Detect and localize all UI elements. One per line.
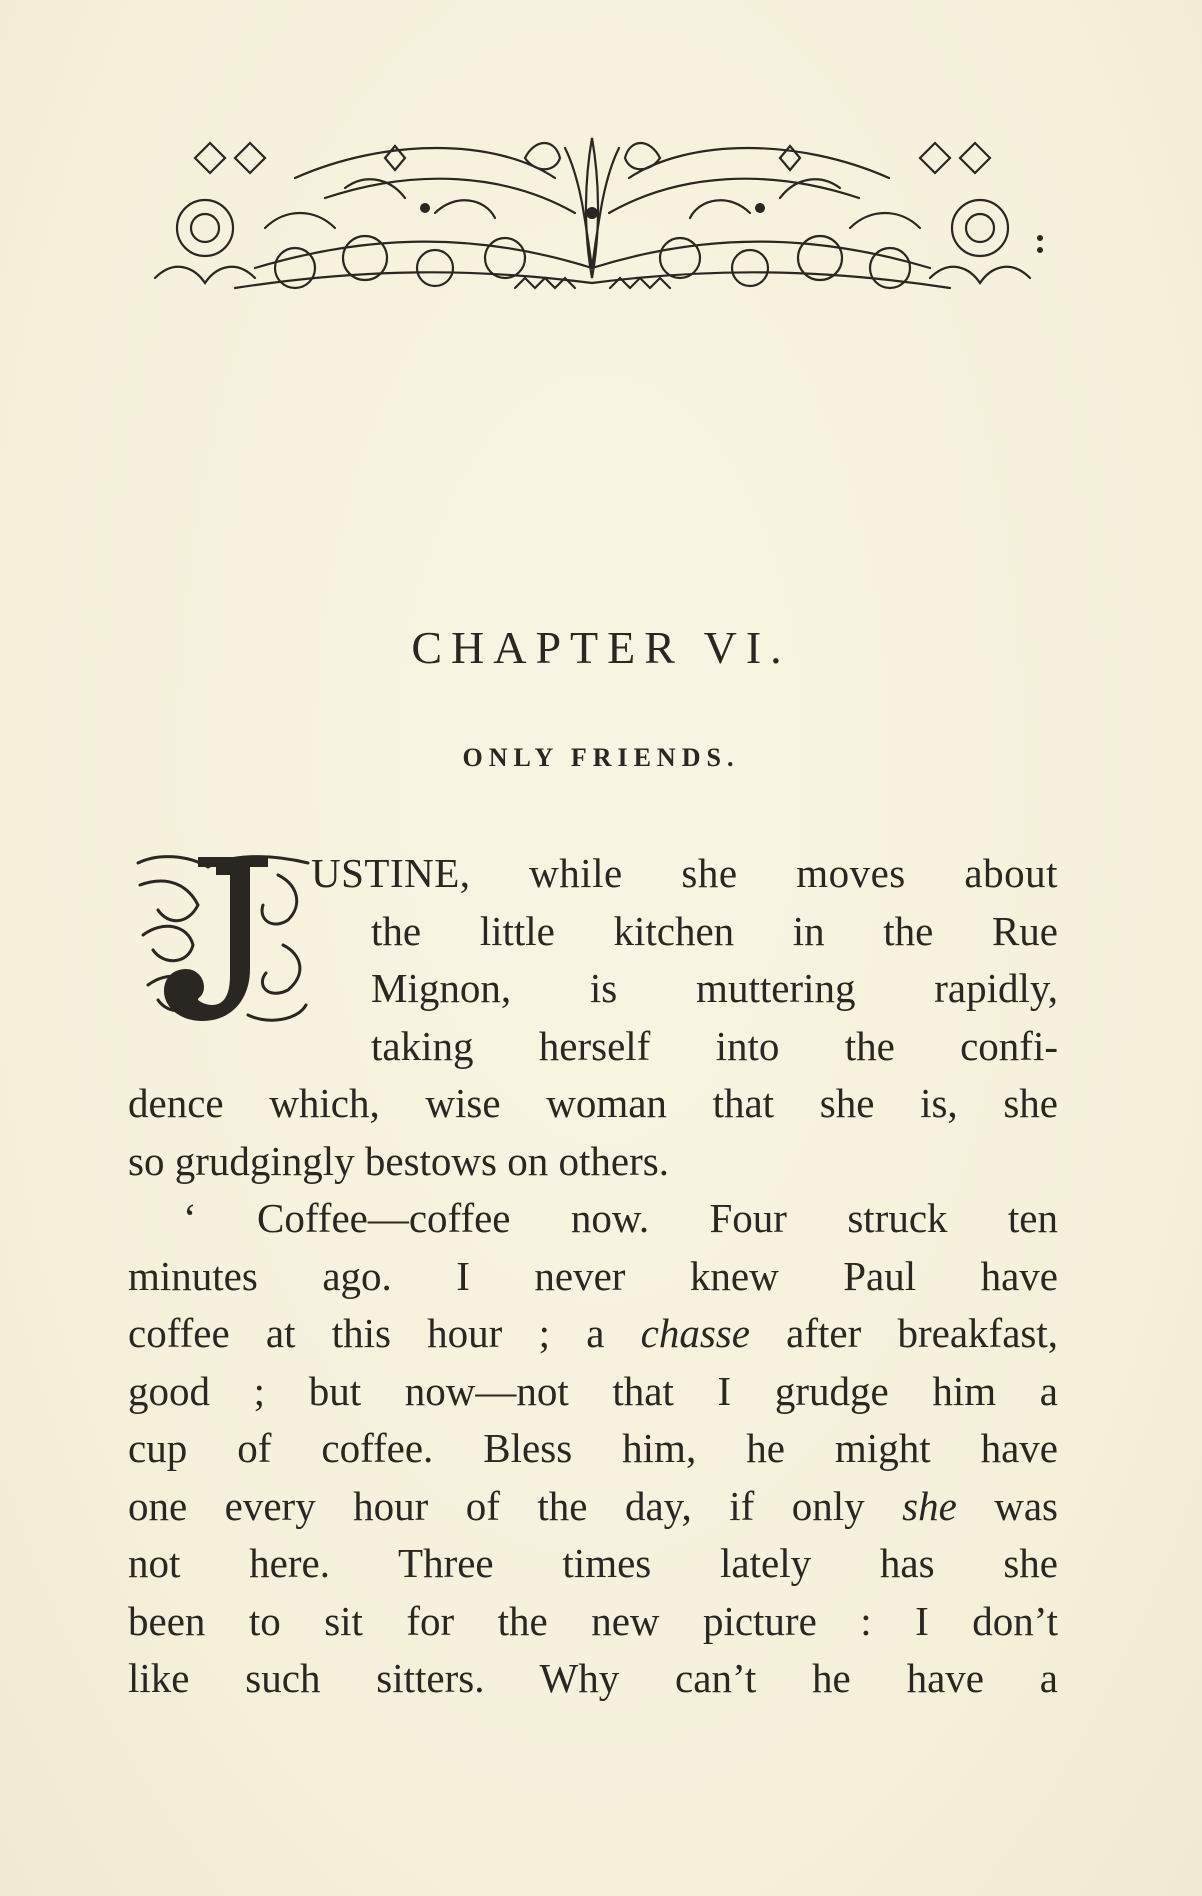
text-line-6: so grudgingly bestows on others.	[128, 1137, 669, 1184]
text-line-15: like such sitters. Why can’t he have a	[128, 1655, 1058, 1701]
text-line-3: Mignon, is muttering rapidly,	[371, 965, 1058, 1011]
chapter-subtitle: ONLY FRIENDS.	[462, 743, 740, 772]
text-line-12-a: one every hour of the day, if only	[128, 1482, 865, 1529]
text-line-11: cup of coffee. Bless him, he might have	[128, 1425, 1058, 1471]
text-line-13: not here. Three times lately has she	[128, 1540, 1058, 1586]
text-line-8: minutes ago. I never knew Paul have	[128, 1252, 1058, 1299]
text-line-12-b: was	[956, 1482, 1058, 1529]
text-line-5: dence which, wise woman that she is, she	[128, 1080, 1058, 1126]
text-line-12	[128, 1478, 1058, 1536]
chapter-body-text	[128, 845, 1058, 1708]
italic-word-chasse: chasse	[640, 1310, 750, 1356]
italic-word-she: she	[902, 1482, 957, 1529]
text-line-7: ‘ Coffee—coffee now. Four struck ten	[183, 1195, 1058, 1241]
floral-headpiece-ornament	[135, 118, 1050, 298]
text-line-14: been to sit for the new picture : I don’t	[128, 1597, 1058, 1644]
text-line-9-a: coffee at this hour ; a	[128, 1310, 605, 1356]
chapter-title: CHAPTER VI.	[411, 622, 791, 673]
text-line-4: taking herself into the confi-	[371, 1022, 1058, 1069]
text-line-9	[128, 1305, 1058, 1363]
text-line-9-b: after breakfast,	[749, 1310, 1058, 1356]
text-line-1: USTINE, while she moves about	[311, 850, 1058, 896]
text-line-10: good ; but now—not that I grudge him a	[128, 1367, 1058, 1414]
text-line-2: the little kitchen in the Rue	[371, 907, 1058, 954]
